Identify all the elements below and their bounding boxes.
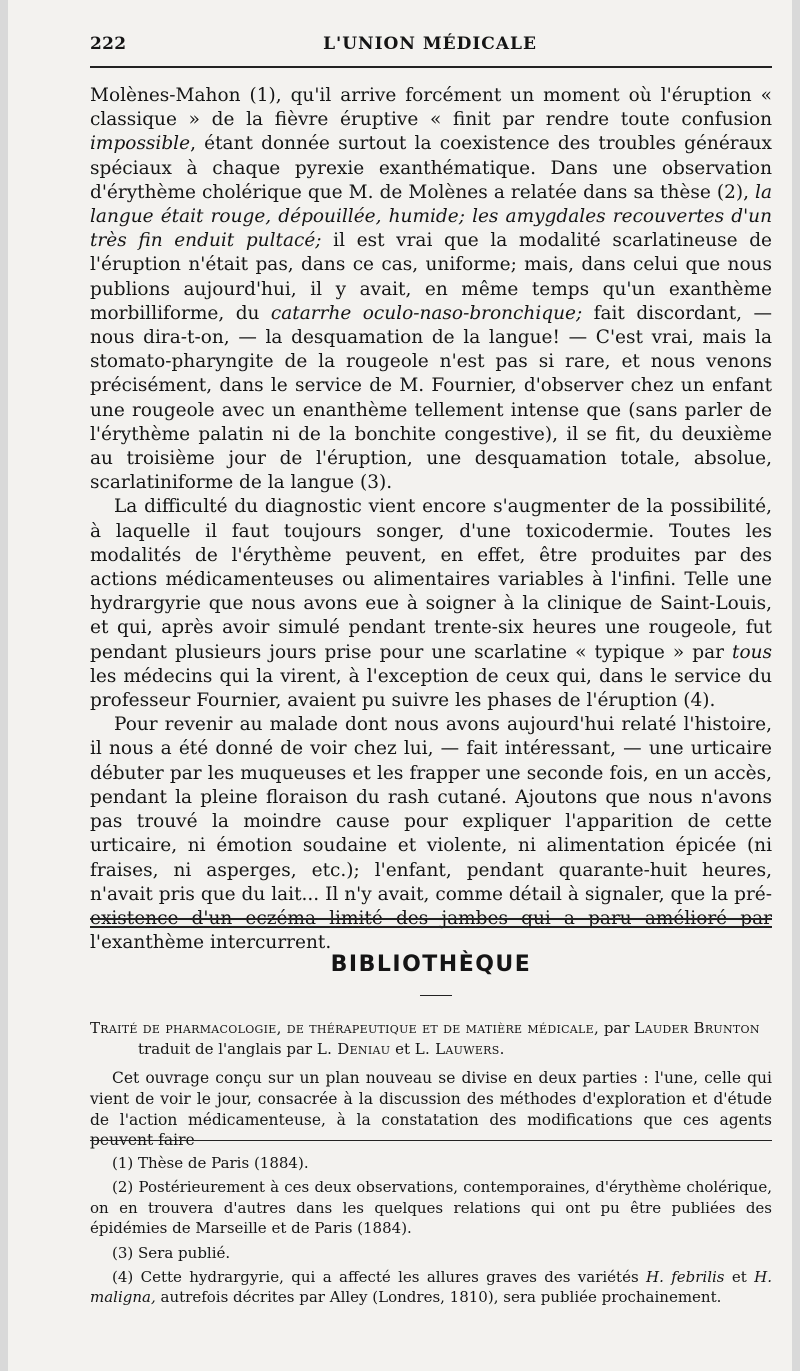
emphasis: impossible (90, 133, 191, 155)
book-title: Traité de pharmacologie, de thérapeutique et de matière médicale, (90, 1019, 600, 1037)
text-run: et (390, 1040, 415, 1058)
book-translators (90, 1039, 772, 1060)
running-title: L'UNION MÉDICALE (323, 34, 537, 54)
text-run: La difficulté du diagnostic vient encore s'augmenter de la possibilité, à laquelle il faut toujours songer, d'une toxicodermie. Toutes les modalités de l'érythème peuvent, en effet, être produites par des actions médicamenteuses ou alimentaires variables à l'infini. Telle une hydrargyrie que nous avons eue à soigner à la clinique de Saint-Louis, et qui, après avoir simulé pendant trente-six heures une rougeole, fut pendant plusieurs jours prise pour une scarlatine « typique » par (90, 496, 772, 663)
book-citation (90, 1018, 772, 1039)
footnote-rule (90, 1140, 772, 1141)
footnote-3: (3) Sera publié. (112, 1243, 231, 1262)
emphasis: H. maligna, (90, 1268, 772, 1307)
text-run: par (599, 1019, 635, 1037)
text-run: Molènes-Mahon (1), qu'il arrive forcément un moment où l'éruption « classique » de la fièvre éruptive « finit par rendre toute confusion (90, 85, 772, 131)
text-run: , étant donnée surtout la coexistence des troubles généraux spéciaux à chaque pyrexie exanthématique. Dans une observation d'érythème cholérique que M. de Molènes a relatée dans sa thèse (2), (90, 133, 772, 203)
book-page (8, 0, 792, 1371)
section-title: BIBLIOTHÈQUE (330, 952, 532, 977)
footnote-4 (90, 1267, 772, 1308)
emphasis: la langue était rouge, dépouillée, humide; les amygdales recouvertes d'un très fin enduit pultacé; (90, 181, 772, 252)
translator-name: L. Lauwers. (414, 1040, 505, 1058)
footnote-2: (2) Postérieurement à ces deux observations, contemporaines, d'érythème cholérique, on en trouvera d'autres dans les quelques relations qui ont pu être publiées des épidémies de Marseille et de Paris (1884). (90, 1178, 772, 1238)
section-divider (90, 918, 772, 928)
header-rule (90, 66, 772, 68)
text-run: fait discordant, — nous dira-t-on, — la desquamation de la langue! — C'est vrai, mais la stomato-pharyngite de la rougeole n'est pas si rare, et nous venons précisément, dans le service de M. Fournier, d'observer chez un enfant une rougeole avec un enanthème tellement intense que (sans parler de l'érythème palatin ni de la bonchite congestive), il se fit, du deuxième au troisième jour de l'éruption, une desquamation totale, absolue, scarlatiniforme de la langue (3). (90, 302, 772, 494)
review-text: Cet ouvrage conçu sur un plan nouveau se divise en deux parties : l'une, celle qui vient de voir le jour, consacrée à la discussion des méthodes d'exploration et d'étude de l'action médicamenteuse, à la constatation des modifications que ces agents peuvent faire (90, 1069, 772, 1150)
text-run: les médecins qui la virent, à l'exception de ceux qui, dans le service du professeur Fournier, avaient pu suivre les phases de l'éruption (4). (90, 665, 772, 712)
footnotes (90, 1153, 772, 1312)
text-run: (4) Cette hydrargyrie, qui a affecté les allures graves des variétés (112, 1268, 647, 1287)
text-run: autrefois décrites par Alley (Londres, 1810), sera publiée prochainement. (155, 1288, 722, 1307)
text-run: il est vrai que la modalité scarlatineuse de l'éruption n'était pas, dans ce cas, uniforme; mais, dans celui que nous publions aujourd'hui, il y avait, en même temps qu'un exanthème morbilliforme, du (90, 230, 772, 324)
title-underline (420, 995, 452, 996)
emphasis: tous (732, 641, 772, 663)
footnote-1: (1) Thèse de Paris (1884). (112, 1154, 309, 1172)
paragraph-3: Pour revenir au malade dont nous avons aujourd'hui relaté l'histoire, il nous a été donné de voir chez lui, — fait intéressant, — une urticaire débuter par les muqueuses et les frapper une seconde fois, en un accès, pendant la pleine floraison du rash cutané. Ajoutons que nous n'avons pas trouvé la moindre cause pour expliquer l'apparition de cette urticaire, ni émotion soudaine et violente, ni alimentation épicée (ni fraises, ni asperges, etc.); l'enfant, pendant quarante-huit heures, n'avait pris que du lait... Il n'y avait, comme détail à signaler, que la pré-existence d'un eczéma limité des jambes qui a paru amélioré par l'exanthème intercurrent. (90, 714, 772, 954)
emphasis: catarrhe oculo-naso-bronchique; (270, 302, 583, 324)
paragraph-2 (90, 495, 772, 713)
book-review (90, 1018, 772, 1151)
page-header (90, 34, 770, 62)
emphasis: H. febrilis (646, 1268, 725, 1287)
main-text (90, 84, 772, 955)
text-run: et (724, 1268, 755, 1287)
page-number: 222 (90, 34, 127, 54)
book-author: Lauder Brunton (634, 1019, 760, 1037)
paragraph-1 (90, 84, 772, 495)
translator-name: L. Deniau (316, 1040, 391, 1058)
text-run: traduit de l'anglais par (138, 1040, 317, 1058)
